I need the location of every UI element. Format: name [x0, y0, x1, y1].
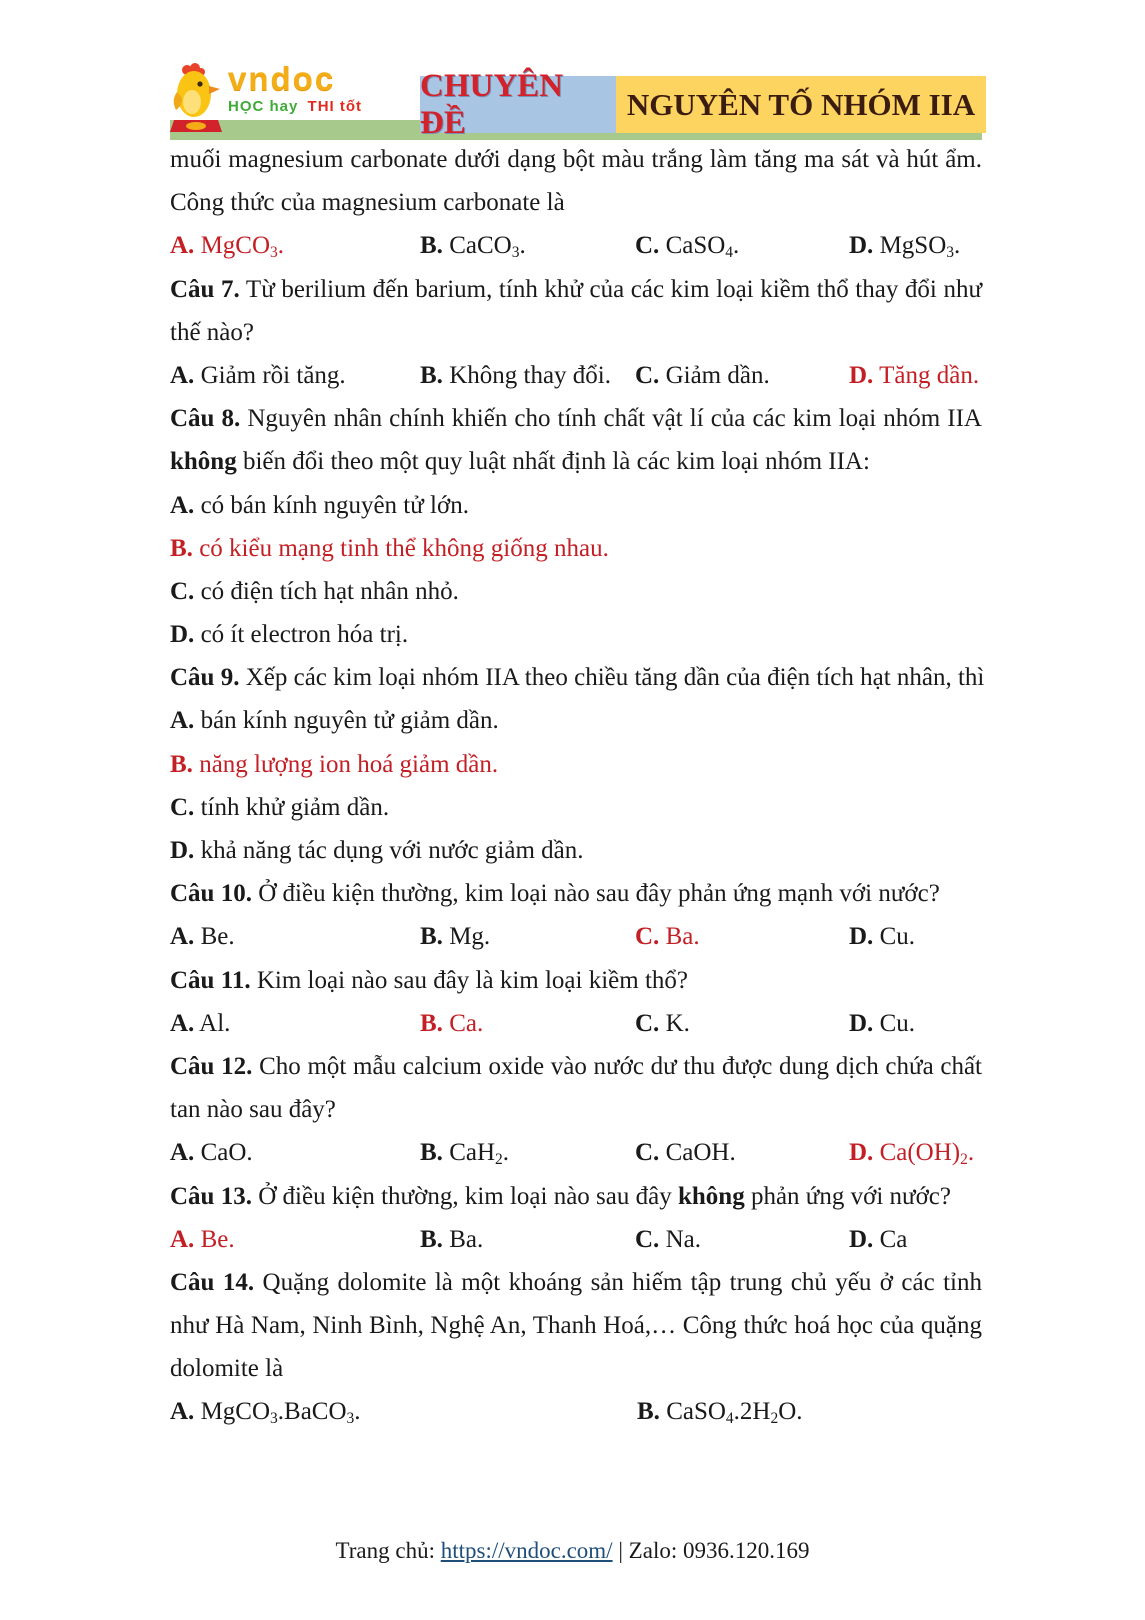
text-segment: biến đổi theo một quy luật nhất định là các kim loại nhóm IIA:: [236, 448, 870, 476]
text-segment: MgSO: [873, 232, 947, 260]
text-segment: A.: [170, 491, 195, 519]
option-B: [420, 224, 635, 267]
text-segment: B.: [170, 750, 193, 778]
text-segment: D.: [849, 1139, 874, 1167]
text-segment: D.: [849, 923, 874, 951]
text-segment: 2: [495, 1151, 503, 1169]
text-segment: B.: [420, 923, 443, 951]
text-segment: Cho một mẫu calcium oxide vào nước dư thu được dung dịch chứa chất: [252, 1052, 982, 1080]
text-segment: Câu 10.: [170, 880, 252, 908]
text-line: [170, 268, 982, 311]
text-segment: Na.: [659, 1225, 701, 1253]
text-segment: có bán kính nguyên tử lớn.: [194, 491, 469, 519]
text-segment: .: [519, 232, 526, 260]
text-segment: B.: [420, 361, 443, 389]
option-C: [635, 915, 849, 958]
text-line: [170, 484, 982, 527]
text-segment: .: [733, 232, 740, 260]
text-segment: Cu.: [873, 1009, 915, 1037]
option-A: [170, 915, 420, 958]
option-C: [635, 1002, 849, 1045]
text-segment: A.: [170, 1225, 195, 1253]
text-segment: B.: [420, 1009, 443, 1037]
text-segment: 2: [960, 1151, 968, 1169]
text-segment: có điện tích hạt nhân nhỏ.: [194, 577, 459, 605]
text-segment: không: [170, 448, 237, 476]
tagline-green: HỌC hay: [228, 98, 299, 115]
options-row: [170, 915, 982, 958]
text-line: [170, 1347, 982, 1390]
brand-name: vndoc: [228, 60, 336, 97]
text-segment: B.: [420, 1225, 443, 1253]
text-segment: 3: [346, 1410, 355, 1428]
option-A: [170, 1390, 637, 1433]
text-line: [170, 138, 982, 181]
text-segment: .: [502, 1139, 510, 1167]
text-segment: Ba.: [442, 1225, 484, 1253]
option-A: [170, 354, 420, 397]
vndoc-logo: [170, 62, 362, 143]
text-segment: Câu 13.: [170, 1182, 252, 1210]
text-segment: Ca.: [442, 1009, 484, 1037]
text-segment: D.: [170, 621, 195, 649]
text-segment: Cu.: [873, 923, 915, 951]
text-segment: K.: [659, 1009, 690, 1037]
option-B: [420, 1218, 635, 1261]
text-segment: Be.: [194, 1225, 235, 1253]
text-segment: như Hà Nam, Ninh Bình, Nghệ An, Thanh Hoá,… Công thức hoá học của quặng: [170, 1312, 982, 1340]
text-segment: A.: [170, 707, 195, 735]
text-segment: Tăng dần.: [873, 361, 980, 389]
text-segment: D.: [170, 837, 195, 864]
footer-suffix: | Zalo: 0936.120.169: [612, 1538, 810, 1563]
text-line: [170, 440, 982, 483]
text-segment: 4: [725, 1410, 734, 1428]
text-line: [170, 1088, 982, 1131]
text-segment: 3: [511, 244, 520, 262]
text-segment: 3: [946, 244, 954, 262]
text-segment: không: [677, 1182, 745, 1210]
question-list: [170, 138, 985, 1434]
header-badge-title: [616, 76, 986, 133]
text-segment: B.: [170, 534, 193, 562]
text-segment: Giảm rồi tăng.: [194, 361, 346, 389]
text-segment: Câu 11.: [170, 966, 251, 994]
option-A: [170, 1218, 420, 1261]
text-segment: bán kính nguyên tử giảm dần.: [194, 707, 499, 735]
option-C: [635, 1218, 849, 1261]
text-segment: Kim loại nào sau đây là kim loại kiềm thổ?: [250, 966, 688, 994]
text-line: [170, 181, 982, 224]
text-line: [170, 613, 982, 656]
text-line: [170, 959, 982, 1002]
homepage-link[interactable]: https://vndoc.com/: [440, 1538, 613, 1563]
text-line: [170, 1261, 982, 1304]
text-segment: B.: [420, 232, 443, 260]
text-segment: Từ berilium đến barium, tính khử của các kim loại kiềm thổ thay đổi như: [239, 275, 982, 303]
text-segment: CaSO: [659, 232, 726, 260]
text-line: [170, 786, 982, 829]
option-D: [849, 915, 982, 958]
text-segment: C.: [170, 577, 195, 605]
text-segment: 3: [270, 1410, 278, 1428]
option-B: [637, 1390, 982, 1433]
text-segment: Ở điều kiện thường, kim loại nào sau đây phản ứng mạnh với nước?: [251, 880, 940, 908]
text-segment: năng lượng ion hoá giảm dần.: [192, 750, 499, 778]
text-segment: Quặng dolomite là một khoáng sản hiếm tập trung chủ yếu ở các tỉnh: [254, 1268, 982, 1296]
text-segment: D.: [849, 1009, 874, 1037]
text-segment: A.: [170, 1398, 195, 1426]
option-A: [170, 1002, 420, 1045]
text-line: [170, 397, 982, 440]
rooster-logo-icon: [170, 62, 222, 143]
badge-topic-label: CHUYÊN ĐỀ: [420, 67, 564, 141]
text-segment: .BaCO: [277, 1398, 347, 1426]
text-segment: Nguyên nhân chính khiến cho tính chất vật lí của các kim loại nhóm IIA: [240, 405, 982, 433]
text-segment: C.: [635, 1225, 660, 1253]
text-segment: Không thay đổi.: [442, 361, 611, 389]
text-segment: Be.: [194, 923, 235, 951]
text-line: [170, 829, 982, 872]
text-segment: Câu 14.: [170, 1268, 255, 1296]
text-segment: Ở điều kiện thường, kim loại nào sau đây: [251, 1182, 678, 1210]
text-segment: D.: [849, 232, 874, 260]
options-row: [170, 1131, 982, 1174]
text-segment: Al.: [194, 1009, 231, 1037]
text-segment: A.: [170, 361, 195, 389]
badge-title-label: NGUYÊN TỐ NHÓM IIA: [626, 86, 976, 122]
text-segment: A.: [170, 1139, 195, 1167]
text-line: [170, 311, 982, 354]
text-segment: phản ứng với nước?: [744, 1182, 951, 1210]
option-C: [635, 354, 849, 397]
text-segment: C.: [635, 923, 660, 951]
text-segment: có kiểu mạng tinh thể không giống nhau.: [192, 534, 609, 562]
options-row: [170, 1002, 982, 1045]
option-D: [849, 1002, 982, 1045]
option-B: [420, 1002, 635, 1045]
option-A: [170, 1131, 420, 1174]
option-D: [849, 354, 982, 397]
text-segment: A.: [170, 1009, 195, 1037]
options-row: [170, 354, 982, 397]
option-C: [635, 224, 849, 267]
text-segment: B.: [420, 1139, 443, 1167]
option-A: [170, 224, 420, 267]
text-segment: Giảm dần.: [659, 361, 770, 389]
options-row: [170, 224, 982, 267]
text-segment: Câu 12.: [170, 1052, 253, 1080]
text-segment: .: [354, 1398, 361, 1426]
option-B: [420, 915, 635, 958]
text-segment: .2H: [733, 1398, 771, 1426]
footer-prefix: Trang chủ:: [335, 1538, 441, 1563]
text-segment: A.: [170, 923, 195, 951]
text-segment: 3: [270, 244, 278, 262]
options-row: [170, 1390, 982, 1433]
text-line: [170, 743, 982, 786]
option-D: [849, 1131, 982, 1174]
text-line: [170, 1304, 982, 1347]
header-badge-topic: [420, 67, 616, 141]
text-segment: B.: [637, 1398, 660, 1426]
text-segment: 2: [770, 1410, 779, 1428]
text-segment: C.: [635, 1009, 660, 1037]
text-segment: Xếp các kim loại nhóm IIA theo chiều tăng dần của điện tích hạt nhân, thì: [239, 664, 985, 692]
text-segment: CaO.: [194, 1139, 253, 1167]
text-line: [170, 570, 982, 613]
option-D: [849, 1218, 982, 1261]
text-segment: .: [277, 232, 285, 260]
text-line: [170, 699, 982, 742]
text-segment: MgCO: [194, 232, 271, 260]
text-segment: muối magnesium carbonate dưới dạng bột màu trắng làm tăng ma sát và hút ẩm.: [170, 146, 982, 173]
text-segment: Công thức của magnesium carbonate là: [170, 189, 565, 217]
text-segment: C.: [635, 361, 660, 389]
text-line: [170, 872, 982, 915]
text-segment: tính khử giảm dần.: [194, 793, 390, 821]
option-D: [849, 224, 982, 267]
text-segment: CaCO: [442, 232, 512, 260]
text-segment: thế nào?: [170, 318, 254, 346]
text-segment: A.: [170, 232, 195, 260]
text-segment: C.: [635, 232, 660, 260]
text-segment: C.: [635, 1139, 660, 1167]
tagline-red: THI tốt: [307, 98, 363, 115]
text-segment: CaH: [442, 1139, 496, 1167]
text-segment: Câu 9.: [170, 664, 240, 692]
text-segment: 4: [725, 244, 734, 262]
text-segment: Ca(OH): [873, 1139, 961, 1167]
text-segment: dolomite là: [170, 1355, 284, 1383]
text-line: [170, 1175, 982, 1218]
text-segment: D.: [849, 1225, 874, 1253]
option-B: [420, 354, 635, 397]
text-segment: O.: [778, 1398, 803, 1426]
text-segment: Câu 8.: [170, 405, 241, 433]
text-segment: Mg.: [442, 923, 491, 951]
text-segment: MgCO: [194, 1398, 271, 1426]
page-footer: [0, 1538, 1145, 1564]
option-B: [420, 1131, 635, 1174]
options-row: [170, 1218, 982, 1261]
text-segment: CaSO: [659, 1398, 726, 1426]
text-segment: Câu 7.: [170, 275, 240, 303]
text-line: [170, 527, 982, 570]
text-segment: tan nào sau đây?: [170, 1096, 336, 1124]
text-segment: D.: [849, 361, 874, 389]
text-segment: Ca: [873, 1225, 908, 1253]
text-line: [170, 1045, 982, 1088]
text-segment: .: [954, 232, 961, 260]
text-segment: C.: [170, 793, 195, 821]
option-C: [635, 1131, 849, 1174]
text-segment: có ít electron hóa trị.: [194, 621, 409, 649]
brand-tagline: [228, 99, 362, 115]
text-segment: .: [967, 1139, 975, 1167]
text-segment: Ba.: [659, 923, 700, 951]
text-segment: khả năng tác dụng với nước giảm dần.: [194, 837, 584, 864]
text-line: [170, 656, 985, 699]
text-segment: CaOH.: [659, 1139, 736, 1167]
